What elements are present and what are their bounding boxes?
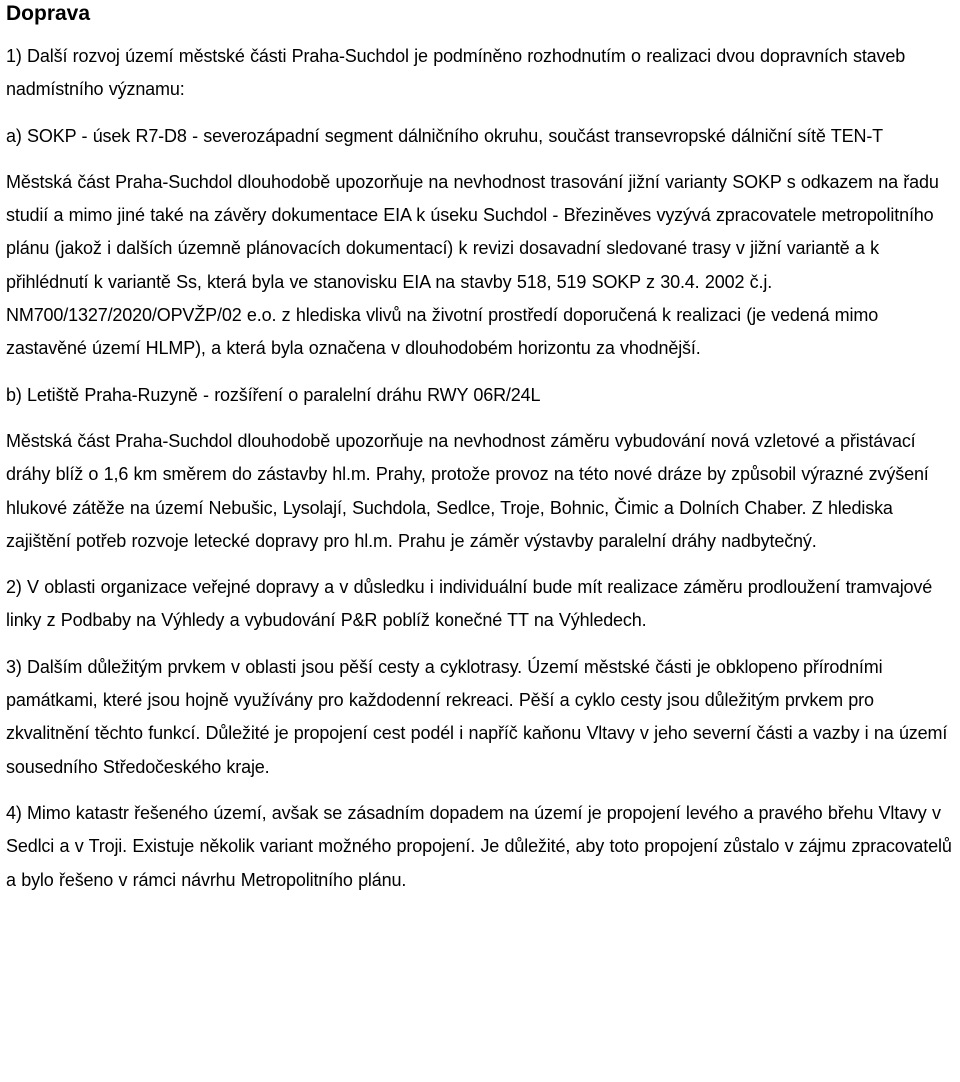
page-title: Doprava bbox=[6, 2, 91, 25]
paragraph-river-crossing: 4) Mimo katastr řešeného území, avšak se zásadním dopadem na území je propojení levého a pravého břehu Vltavy v Sedlci a v Troji. Existuje několik variant možného propojení. Je důležité, aby toto propojení zůstalo v zájmu zpracovatelů a bylo řešeno v rámci návrhu Metropolitního plánu. bbox=[6, 802, 952, 890]
paragraph-airport-heading: b) Letiště Praha-Ruzyně - rozšíření o paralelní dráhu RWY 06R/24L bbox=[6, 384, 541, 405]
paragraph-airport-body: Městská část Praha-Suchdol dlouhodobě upozorňuje na nevhodnost záměru vybudování nová vzletové a přistávací dráhy blíž o 1,6 km směrem do zástavby hl.m. Prahy, protože provoz na této nové dráze by způsobil výrazné zvýšení hlukové zátěže na území Nebušic, Lysolají, Suchdola, Sedlce, Troje, Bohnic, Čimic a Dolních Chaber. Z hlediska zajištění potřeb rozvoje letecké dopravy pro hl.m. Prahu je záměr výstavby paralelní dráhy nadbytečný. bbox=[6, 430, 929, 551]
paragraph-intro: 1) Další rozvoj území městské části Praha-Suchdol je podmíněno rozhodnutím o realizaci dvou dopravních staveb nadmístního významu: bbox=[6, 46, 906, 100]
paragraph-sokp-heading: a) SOKP - úsek R7-D8 - severozápadní segment dálničního okruhu, součást transevropské dálniční sítě TEN-T bbox=[6, 125, 884, 146]
document-page bbox=[6, 0, 956, 897]
paragraph-pedestrian-cycling: 3) Dalším důležitým prvkem v oblasti jsou pěší cesty a cyklotrasy. Území městské části je obklopeno přírodními památkami, které jsou hojně využívány pro každodenní rekreaci. Pěší a cyklo cesty jsou důležitým prvkem pro zkvalitnění těchto funkcí. Důležité je propojení cest podél i napříč kaňonu Vltavy v jeho severní části a vazby i na území sousedního Středočeského kraje. bbox=[6, 656, 948, 777]
paragraph-public-transport: 2) V oblasti organizace veřejné dopravy a v důsledku i individuální bude mít realizace záměru prodloužení tramvajové linky z Podbaby na Výhledy a vybudování P&R poblíž konečné TT na Výhledech. bbox=[6, 577, 933, 631]
paragraph-sokp-body: Městská část Praha-Suchdol dlouhodobě upozorňuje na nevhodnost trasování jižní varianty SOKP s odkazem na řadu studií a mimo jiné také na závěry dokumentace EIA k úseku Suchdol - Březiněves vyzývá zpracovatele metropolitního plánu (jakož i dalších územně plánovacích dokumentací) k revizi dosavadní sledované trasy v jižní variantě a k přihlédnutí k variantě Ss, která byla ve stanovisku EIA na stavby 518, 519 SOKP z 30.4. 2002 č.j. NM700/1327/2020/OPVŽP/02 e.o. z hlediska vlivů na životní prostředí doporučená k realizaci (je vedená mimo zastavěné území HLMP), a která byla označena v dlouhodobém horizontu za vhodnější. bbox=[6, 171, 939, 359]
